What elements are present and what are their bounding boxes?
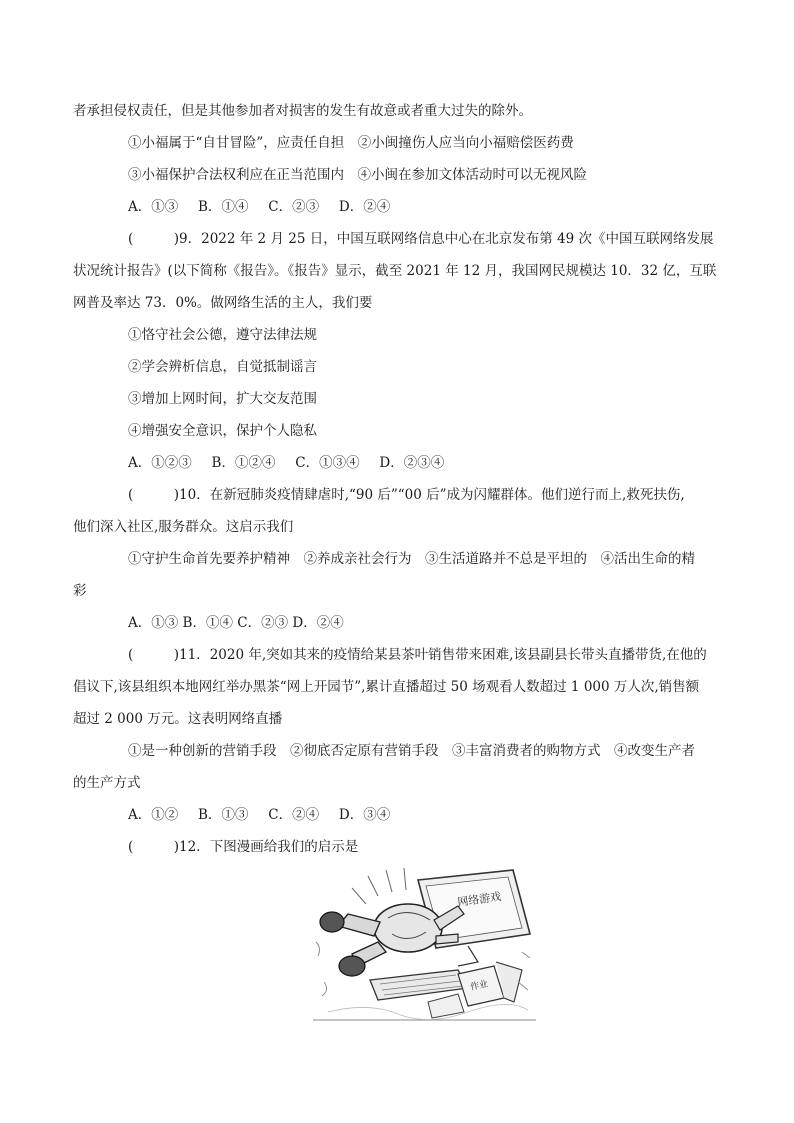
option-statements: ①守护生命首先要养护精神 ②养成亲社会行为 ③生活道路并不总是平坦的 ④活出生命的精 (128, 551, 695, 567)
question-11-stem: 超过 2 000 万元。这表明网络直播 (73, 711, 283, 727)
answer-choices-q10: A．①③ B．①④ C．②③ D．②④ (128, 615, 344, 631)
person-drawing (320, 904, 464, 976)
option-statements: 彩 (73, 583, 87, 599)
text-line: 者承担侵权责任，但是其他参加者对损害的发生有故意或者重大过失的除外。 (73, 103, 532, 119)
answer-choices-q9: A．①②③ B．①②④ C．①③④ D．②③④ (128, 455, 445, 471)
question-9-stem: 网普及率达 73．0%。做网络生活的主人，我们要 (73, 295, 373, 311)
option-statements: ①是一种创新的营销手段 ②彻底否定原有营销手段 ③丰富消费者的购物方式 ④改变生产者 (128, 743, 695, 759)
option-statements: 的生产方式 (73, 775, 141, 791)
screen-label: 网络游戏 (456, 889, 502, 909)
question-12-stem: ( )12．下图漫画给我们的启示是 (128, 839, 359, 855)
answer-choices-q11: A．①② B．①③ C．②④ D．③④ (128, 807, 391, 823)
question-9-stem: 状况统计报告》(以下简称《报告》。《报告》显示，截至 2021 年 12 月，我国网民规模达 10．32 亿，互联 (73, 263, 717, 279)
answer-choices-q8: A．①③ B．①④ C．②③ D．②④ (128, 199, 391, 215)
question-9-stem: ( )9．2022 年 2 月 25 日，中国互联网络信息中心在北京发布第 49 次《中国互联网络发展 (128, 231, 714, 247)
book-label: 作业 (469, 979, 490, 993)
question-11-stem: 倡议下,该县组织本地网红举办黑茶“网上开园节”,累计直播超过 50 场观看人数超过 1 000 万人次,销售额 (73, 679, 700, 695)
cartoon-illustration (308, 862, 540, 1024)
question-10-stem: ( )10．在新冠肺炎疫情肆虐时,“90 后”“00 后”成为闪耀群体。他们逆行而上,救死扶伤, (128, 487, 685, 503)
option-statement: ③增加上网时间，扩大交友范围 (128, 391, 317, 407)
question-10-stem: 他们深入社区,服务群众。这启示我们 (73, 519, 294, 535)
option-statements: ③小福保护合法权利应在正当范围内 ④小闽在参加文体活动时可以无视风险 (128, 167, 587, 183)
option-statement: ④增强安全意识，保护个人隐私 (128, 423, 317, 439)
question-11-stem: ( )11．2020 年,突如其来的疫情给某县茶叶销售带来困难,该县副县长带头直播带货,在他的 (128, 647, 707, 663)
cartoon-drawing (308, 862, 540, 1024)
option-statement: ①恪守社会公德，遵守法律法规 (128, 327, 317, 343)
option-statements: ①小福属于“自甘冒险”，应责任自担 ②小闽撞伤人应当向小福赔偿医药费 (128, 135, 574, 151)
option-statement: ②学会辨析信息，自觉抵制谣言 (128, 359, 317, 375)
